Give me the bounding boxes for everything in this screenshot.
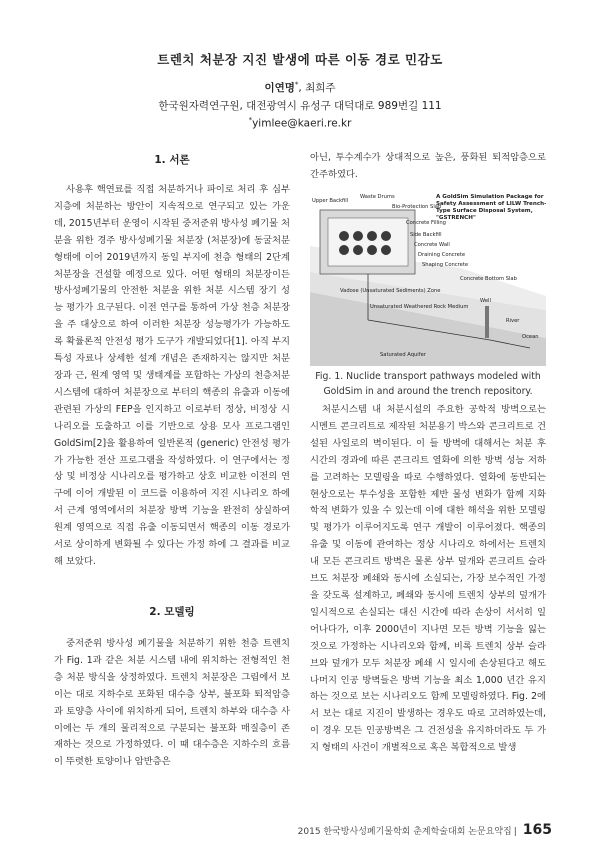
well-shape [485,306,489,338]
footer-separator: | [513,827,517,837]
affiliation: 한국원자력연구원, 대전광역시 유성구 대덕대로 989번길 111 [158,100,442,112]
model-heading: 2. 모델링 [149,606,195,618]
author-line [0,80,600,95]
footer-text: 2015 한국방사성폐기물학회 춘계학술대회 논문요약집 [297,827,512,837]
figure-title-4: "GSTRENCH" [436,215,476,221]
right-col-top [310,150,546,184]
intro-paragraph: 사용후 핵연료를 직접 처분하거나 파이로 처리 후 심부 지층에 처분하는 방안이 지속적으로 연구되고 있는 가운데, 2015년부터 운영이 시작된 중저준위 방사성 폐기물 처분을 위한 경주 방사성폐기물 처분장 (처분장)에 동굴처분 형태에 이어 2019년까지 동일 부지에 천층 형태의 2단계 처분장을 건설할 예정으로 있다. 어떤 형태의 처분장이든 방사성폐기물의 안전한 처분을 위한 처분 시스템 장기 성능 평가가 요구된다. 이전 연구를 통하여 가상 천층 처분장을 주 대상으로 하여 이러한 처분장 성능평가가 가능하도록 확률론적 안전성 평가 도구가 개발되었다[1]. 아직 부지 특성 자료나 상세한 설계 개념은 존재하지는 않지만 처분장과 근, 원계 영역 및 생태계를 포함하는 가상의 천층처분 시스템에 대하여 처분장으로 부터의 핵종의 유출과 이동에 관련된 가상의 FEP을 인지하고 이로부터 정상, 비정상 시나리오를 도출하고 이를 기반으로 상용 모사 프로그램인 GoldSim[2]을 활용하여 일반론적 (generic) 안전성 평가가 가능한 전산 프로그램을 작성하였다. 이 연구에서는 정상 및 비정상 시나리오를 평가하고 상호 비교한 이전의 연구에 이어 개발된 이 코드를 이용하여 지진 시나리오 하에서 근계 영역에서의 처분장 방벽 기능을 완전히 상실하여 원계 영역으로 직접 유출 이동되면서 핵종의 이동 경로가 서로 상이하게 변화될 수 있다는 가정 하에 그 결과를 비교해 보았다. [54,184,290,567]
label-river: River [506,318,520,324]
intro-text [54,182,290,571]
barrier-paragraph: 처분시스템 내 처분시설의 주요한 공학적 방벽으로는 시멘트 콘크리트로 제작된 처분용기 박스와 콘크리트로 건설된 사일로의 벽이된다. 이 들 방벽에 대해서는 처분 후 시간의 경과에 따른 콘크리트 열화에 의한 방벽 성능 저하를 고려하는 모델링을 따로 수행하였다. 열화에 동반되는 현상으로는 투수성을 포함한 제반 물성 변화가 함께 지화학적 변화가 있을 수 있는데 이에 대한 해석을 위한 모델링 및 평가가 이루어지도록 연구 개발이 이루어졌다. 핵종의 유출 및 이동에 관여하는 정상 시나리오 하에서는 트렌치 내 모든 콘크리트 방벽은 물론 상부 덮개와 콘크리트 슬라브도 처분장 폐쇄와 동시에 소실되는, 가장 보수적인 가정을 갖도록 설계하고, 폐쇄와 동시에 트렌치 상부의 덮개가 일시적으로 손실되는 대신 시간에 따라 손상이 서서히 일어나다가, 이후 2000년이 지나면 모든 방벽 기능을 잃는 것으로 가정하는 시나리오와 함께, 비록 트렌치 상부 슬라브와 덮개가 모두 처분장 폐쇄 시 일시에 손상된다고 해도 나머지 인공 방벽들은 방벽 기능을 최소 1,000 년간 유지하는 것으로 보는 시나리오도 함께 모델링하였다. Fig. 2에서 보는 대로 지진이 발생하는 경우도 따로 고려하였는데, 이 경우 모든 인공방벽은 그 건전성을 유지하더라도 두 가지 형태의 사건이 개별적으로 혹은 복합적으로 발생 [310,404,546,754]
figure-1 [310,188,546,366]
label-well: Well [480,298,491,304]
right-col-main [310,402,546,757]
label-concrete-wall: Concrete Wall [414,242,450,248]
label-vadose: Vadose (Unsaturated Sediments) Zone [340,288,441,294]
continuation-paragraph: 아닌, 투수계수가 상대적으로 높은, 풍화된 퇴적암층으로 간주하였다. [310,152,546,180]
figure-caption: Fig. 1. Nuclide transport pathways modeled with GoldSim in and around the trench repository. [315,371,541,397]
label-concrete-filling: Concrete Filling [406,220,446,226]
label-waste-drums: Waste Drums [360,194,395,200]
corresponding-mark: * [294,80,299,89]
co-authors: , 최희주 [298,82,336,94]
intro-heading: 1. 서론 [154,154,190,166]
email-mark: * [248,116,253,124]
label-side-backfill: Side Backfill [410,232,442,238]
email-line [0,116,600,130]
label-weathered: Unsaturated Weathered Rock Medium [370,304,469,310]
model-paragraph: 중저준위 방사성 폐기물을 처분하기 위한 천층 트렌치가 Fig. 1과 같은 처분 시스템 내에 위치하는 전형적인 천층 처분 방식을 상정하였다. 트렌치 처분장은 그림에서 보이는 대로 지하수로 포화된 대수층 상부, 불포화 퇴적암층과 토양층 사이에 위치하게 되어, 트렌치 하부와 대수층 사이에는 두 개의 물리적으로 구분되는 불포화 매질층이 존재하는 것으로 가정하였다. 이 때 대수층은 지하수의 흐름이 뚜렷한 토양이나 암반층은 [54,638,290,768]
email[interactable]: yimlee@kaeri.re.kr [252,117,352,130]
label-shaping-concrete: Shaping Concrete [422,262,469,268]
label-draining-concrete: Draining Concrete [418,252,466,258]
model-text [54,636,290,771]
label-bottom-slab: Concrete Bottom Slab [460,276,517,282]
page-footer [298,822,552,838]
label-bio-protection: Bio-Protection Slab [392,204,442,210]
page-number: 165 [522,822,552,838]
figure-title-3: Type Surface Disposal System, [436,208,533,214]
label-ocean: Ocean [522,334,539,340]
figure-title-1: A GoldSim Simulation Package for [436,194,544,200]
label-upper-backfill: Upper Backfill [312,198,349,204]
first-author: 이연명 [264,82,295,94]
figure-title-2: Safety Assessment of LILW Trench- [436,201,546,207]
paper-title: 트렌치 처분장 지진 발생에 따른 이동 경로 민감도 [157,52,443,67]
trench-diagram [310,188,546,366]
concrete-wall [328,218,408,266]
label-aquifer: Saturated Aquifer [380,352,426,358]
